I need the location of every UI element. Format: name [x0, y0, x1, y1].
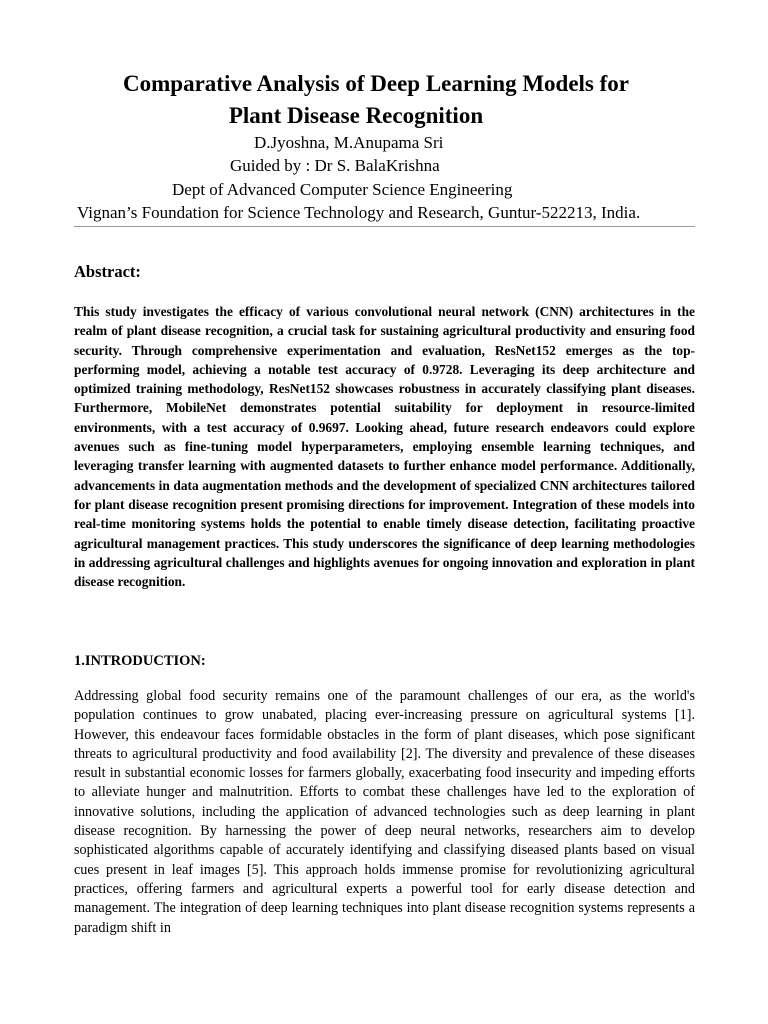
- institution-line: Vignan’s Foundation for Science Technology and Research, Guntur-522213, India.: [77, 203, 641, 222]
- department-line: Dept of Advanced Computer Science Engineering: [172, 180, 513, 199]
- introduction-heading: 1.INTRODUCTION:: [74, 653, 206, 669]
- introduction-body: Addressing global food security remains one of the paramount challenges of our era, as the world's population continues to grow unabated, placing ever-increasing pressure on agricultural systems [1]. However, this endeavour faces formidable obstacles in the form of plant diseases, which pose significant threats to agricultural productivity and food availability [2]. The diversity and prevalence of these diseases result in substantial economic losses for farmers globally, exacerbating food insecurity and impeding efforts to alleviate hunger and malnutrition. Efforts to combat these challenges have led to the exploration of innovative solutions, including the application of advanced technologies such as deep learning in plant disease recognition. By harnessing the power of deep neural networks, researchers aim to develop sophisticated algorithms capable of accurately identifying and classifying diseased plants based on visual cues present in leaf images [5]. This approach holds immense promise for revolutionizing agricultural practices, offering farmers and agricultural experts a powerful tool for early disease detection and management. The integration of deep learning techniques into plant disease recognition systems represents a paradigm shift in: [74, 688, 695, 936]
- abstract-body: This study investigates the efficacy of various convolutional neural network (CNN) architectures in the realm of plant disease recognition, a crucial task for sustaining agricultural productivity and ensuring food security. Through comprehensive experimentation and evaluation, ResNet152 emerges as the top-performing model, achieving a notable test accuracy of 0.9728. Leveraging its deep architecture and optimized training methodology, ResNet152 showcases robustness in accurately classifying plant diseases. Furthermore, MobileNet demonstrates potential suitability for deployment in resource-limited environments, with a test accuracy of 0.9697. Looking ahead, future research endeavors could explore avenues such as fine-tuning model hyperparameters, employing ensemble learning techniques, and leveraging transfer learning with augmented datasets to further enhance model performance. Additionally, advancements in data augmentation methods and the development of specialized CNN architectures tailored for plant disease recognition present promising directions for improvement. Integration of these models into real-time monitoring systems holds the potential to enable timely disease detection, facilitating proactive agricultural management practices. This study underscores the significance of deep learning methodologies in addressing agricultural challenges and highlights avenues for ongoing innovation and exploration in plant disease recognition.: [74, 304, 695, 590]
- author-list: D.Jyoshna, M.Anupama Sri: [254, 133, 444, 152]
- paper-title-line-2: Plant Disease Recognition: [228, 103, 484, 128]
- guide-line: Guided by : Dr S. BalaKrishna: [230, 156, 440, 175]
- abstract-heading: Abstract:: [74, 262, 141, 281]
- paper-title-line-1: Comparative Analysis of Deep Learning Models for: [123, 71, 629, 96]
- header-divider: [74, 226, 695, 227]
